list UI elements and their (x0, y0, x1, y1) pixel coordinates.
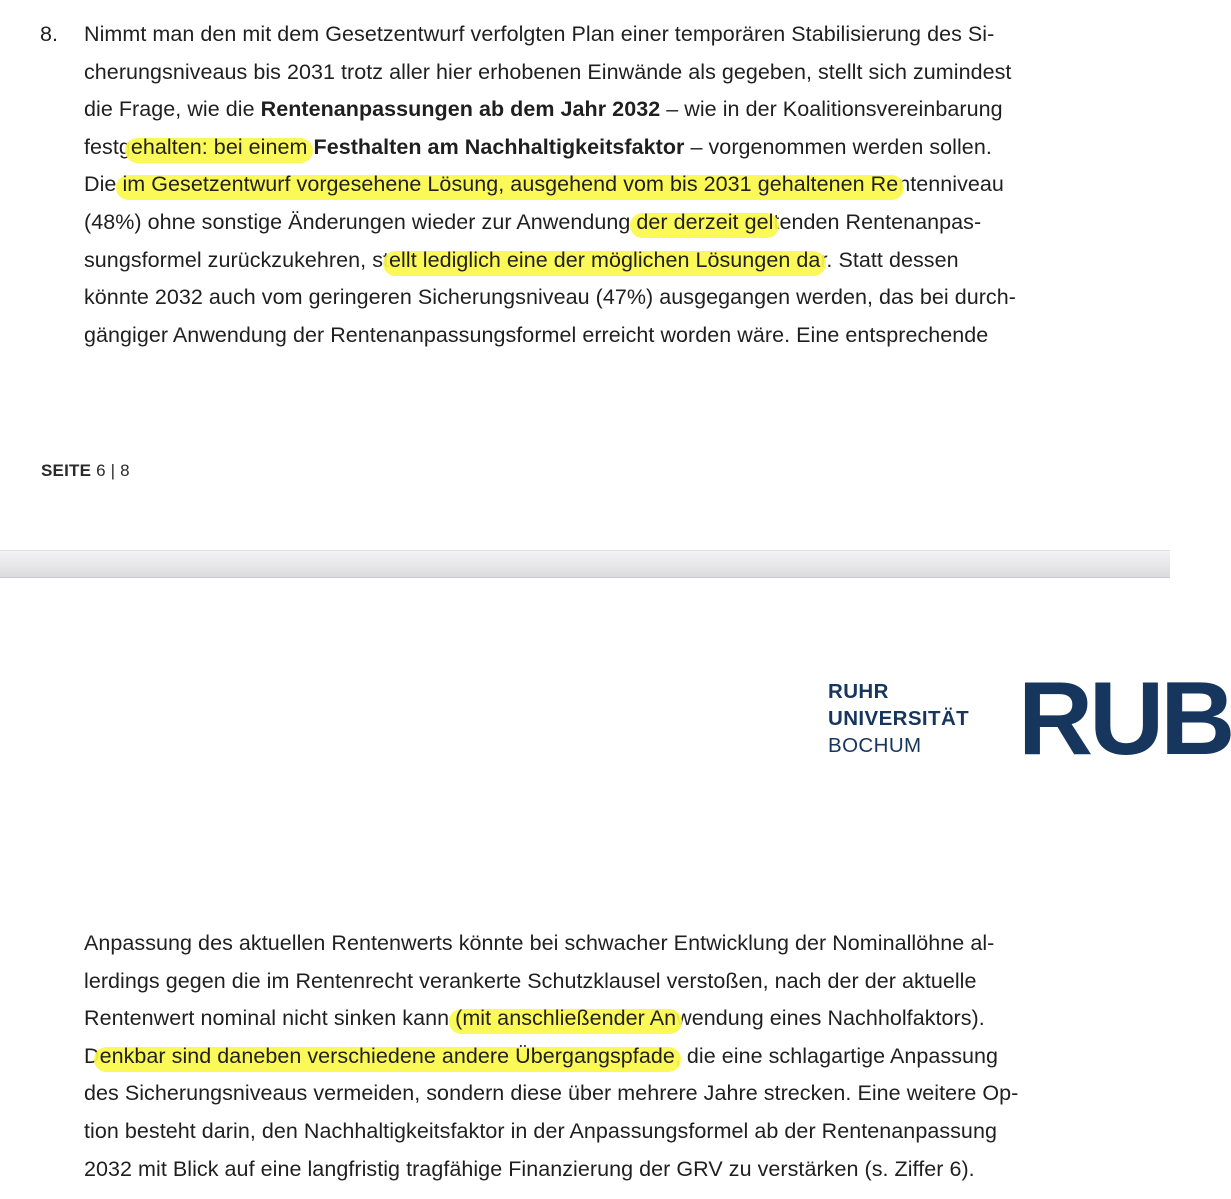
text-segment: (48%) ohne sonstige Änderungen wieder zur Anwendung (84, 209, 637, 234)
logo-line-ruhr: RUHR (828, 680, 889, 703)
text-line (84, 54, 1114, 92)
text-line (84, 317, 1114, 355)
text-segment: sungsformel zurückzukehren, st (84, 247, 390, 272)
text-line (84, 204, 1114, 242)
text-segment: r. Statt dessen (820, 247, 959, 272)
text-segment: des Sicherungsniveaus vermeiden, sondern diese über mehrere Jahre strecken. Eine weitere Op- (84, 1081, 1019, 1106)
text-line (84, 129, 1114, 167)
list-item-number: 8. (40, 22, 58, 46)
text-line (84, 279, 1114, 317)
text-segment: Nimmt man den mit dem Gesetzentwurf verfolgten Plan einer temporären Stabilisierung des Si- (84, 22, 995, 46)
text-segment: die Frage, wie die (84, 97, 261, 122)
highlighted-text: im Gesetzentwurf vorgesehene Lösung, ausgehend vom bis 2031 gehaltenen Re (122, 172, 899, 197)
page-separator (0, 550, 1170, 578)
text-segment: gängiger Anwendung der Rentenanpassungsformel erreicht worden wäre. Eine entsprechende (84, 322, 989, 347)
text-segment: Die (84, 172, 123, 197)
text-segment: – vorgenommen werden sollen. (684, 134, 992, 159)
paragraph-item-8 (84, 16, 1114, 354)
highlighted-text: ellt lediglich eine der möglichen Lösungen da (389, 247, 821, 272)
text-line (84, 242, 1114, 280)
footer-page-number: 6 | 8 (96, 461, 130, 480)
text-segment: D (84, 1043, 100, 1068)
text-segment: , die eine schlagartige Anpassung (674, 1043, 999, 1068)
text-segment: ntenniveau (898, 172, 1004, 197)
page-footer (41, 461, 130, 481)
text-segment: cherungsniveaus bis 2031 trotz aller hier erhobenen Einwände als gegeben, stellt sich zumindest (84, 59, 1012, 84)
text-segment: lerdings gegen die im Rentenrecht verankerte Schutzklausel verstoßen, nach der der aktuelle (84, 968, 977, 993)
text-segment: Rentenwert nominal nicht sinken kann (84, 1006, 456, 1031)
paragraph-continuation (84, 925, 1114, 1188)
text-segment: wendung eines Nachholfaktors). (676, 1006, 985, 1031)
text-segment: könnte 2032 auch vom geringeren Sicherungsniveau (47%) ausgegangen werden, das bei durch- (84, 285, 1016, 310)
logo-line-bochum: BOCHUM (828, 734, 922, 757)
footer-page-label: SEITE (41, 461, 92, 480)
rub-logo-mark: RUB (1018, 661, 1231, 777)
text-line (84, 1075, 1114, 1113)
bold-text: Festhalten am Nachhaltigkeitsfaktor (313, 134, 685, 159)
text-line (84, 1000, 1114, 1038)
text-segment: Anpassung des aktuellen Rentenwerts könnte bei schwacher Entwicklung der Nominallöhne al- (84, 931, 995, 955)
text-line (84, 1038, 1114, 1076)
bold-text: Rentenanpassungen ab dem Jahr 2032 (260, 97, 661, 122)
text-segment: 2032 mit Blick auf eine langfristig tragfähige Finanzierung der GRV zu verstärken (s. Ziffer 6). (84, 1156, 975, 1181)
highlighted-text: (mit anschließender An (455, 1006, 677, 1031)
text-line (84, 166, 1114, 204)
text-line (84, 925, 1114, 963)
text-segment: – wie in der Koalitionsvereinbarung (660, 97, 1003, 122)
text-segment: tion besteht darin, den Nachhaltigkeitsfaktor in der Anpassungsformel ab der Rentenanpassung (84, 1118, 997, 1143)
highlighted-text: enkbar sind daneben verschiedene andere Übergangspfade (99, 1043, 675, 1068)
logo-line-universitaet: UNIVERSITÄT (828, 707, 970, 730)
text-line (84, 91, 1114, 129)
highlighted-text: ehalten: bei einem (130, 134, 308, 159)
text-line (84, 963, 1114, 1001)
text-line (84, 1151, 1114, 1189)
text-segment: tenden Rentenanpas- (773, 209, 982, 234)
text-line (84, 1113, 1114, 1151)
university-logo-text (828, 678, 969, 759)
text-line (84, 16, 1114, 54)
highlighted-text: der derzeit gel (636, 209, 774, 234)
text-segment: festg (84, 134, 131, 159)
